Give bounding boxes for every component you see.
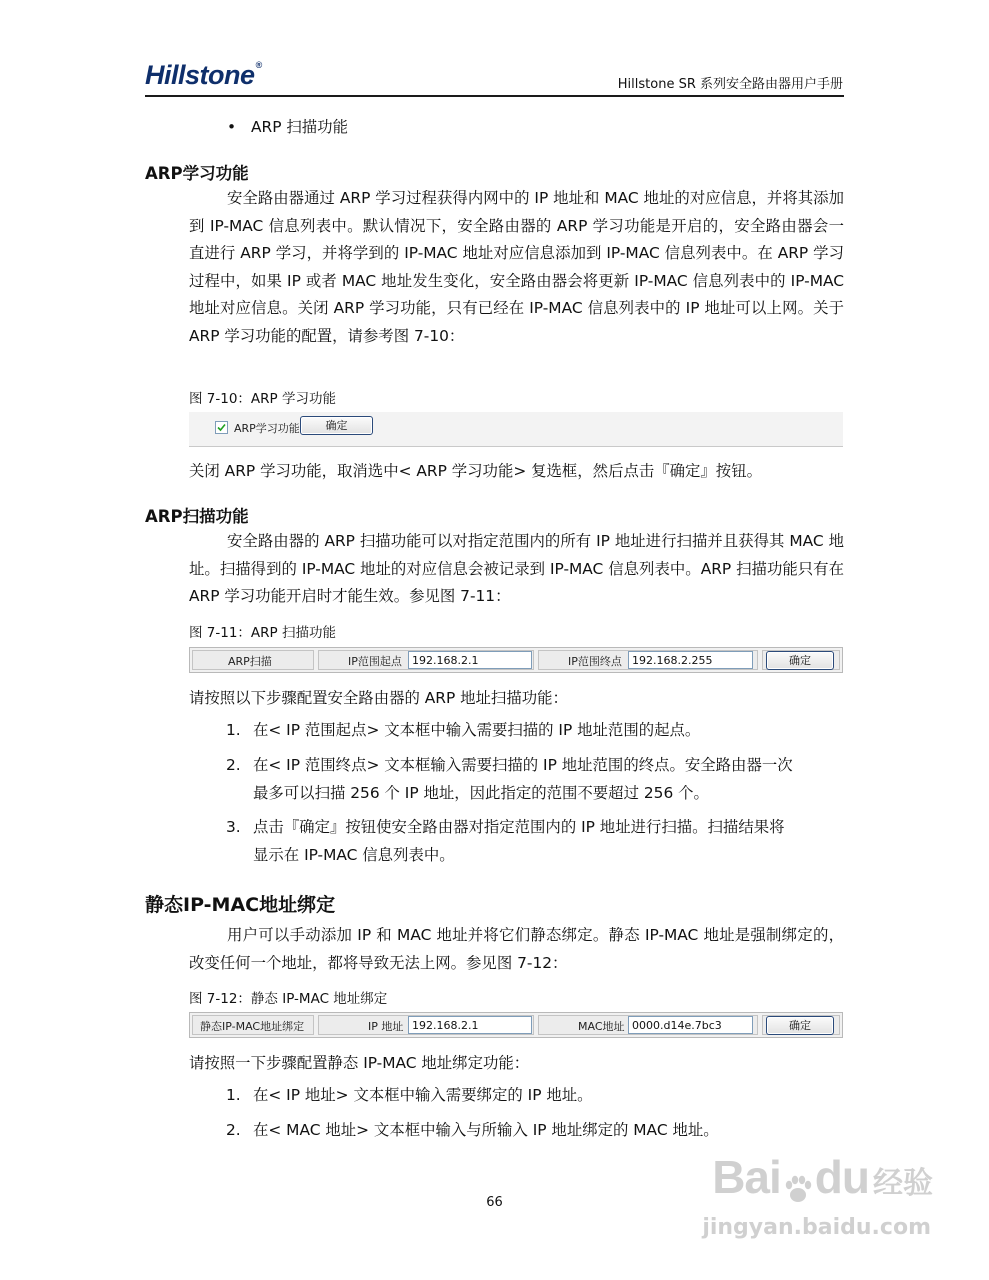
arp-scan-step-3: 3. 点击『确定』按钮使安全路由器对指定范围内的 IP 地址进行扫描。扫描结果将 显示在 IP-MAC 信息列表中。 <box>226 818 785 864</box>
heading-arp-scan: ARP扫描功能 <box>145 507 249 526</box>
arp-scan-step-2: 2. 在< IP 范围终点> 文本框输入需要扫描的 IP 地址范围的终点。安全路由器一次 最多可以扫描 256 个 IP 地址，因此指定的范围不要超过 256 个。 <box>226 756 793 802</box>
ip-range-end-input[interactable]: 192.168.2.255 <box>628 651 753 669</box>
static-binding-name: 静态IP-MAC地址绑定 <box>200 1020 305 1033</box>
static-binding-panel <box>189 1012 843 1038</box>
heading-static-ip-mac: 静态IP-MAC地址绑定 <box>145 894 336 916</box>
checkmark-icon <box>216 422 227 433</box>
para-arp-learn: 安全路由器通过 ARP 学习过程获得内网中的 IP 地址和 MAC 地址的对应信息，并将其添加到 IP-MAC 信息列表中。默认情况下，安全路由器的 ARP 学习功能是开启的，安全路由器会一直进行 ARP 学习，并将学到的 IP-MAC 地址对应信息添加到 IP-MAC 信息列表中。在 ARP 学习过程中，如果 IP 或者 MAC 地址发生变化，安全路由器会将更新 IP-MAC 信息列表中的 IP-MAC 地址对应信息。关闭 ARP 学习功能，只有已经在 IP-MAC 信息列表中的 IP 地址可以上网。关于 ARP 学习功能的配置，请参考图 7-10： <box>189 189 844 345</box>
paw-icon <box>781 1172 815 1206</box>
para-arp-learn-disable: 关闭 ARP 学习功能，取消选中< ARP 学习功能> 复选框，然后点击『确定』按钮。 <box>189 462 762 480</box>
arp-scan-name: ARP扫描 <box>228 655 272 668</box>
arp-scan-panel <box>189 647 843 673</box>
arp-scan-steps-intro: 请按照以下步骤配置安全路由器的 ARP 地址扫描功能： <box>189 689 568 707</box>
arp-learn-checkbox-label: ARP学习功能 <box>234 422 300 435</box>
figure-caption-7-12: 图 7-12：静态 IP-MAC 地址绑定 <box>189 991 388 1007</box>
arp-learn-checkbox[interactable] <box>215 421 228 434</box>
hillstone-logo: Hillstone® <box>145 60 262 90</box>
arp-learn-ok-button[interactable]: 确定 <box>300 416 373 435</box>
ip-address-input[interactable]: 192.168.2.1 <box>408 1016 532 1034</box>
static-binding-ok-button[interactable]: 确定 <box>766 1016 834 1035</box>
mac-address-input[interactable]: 0000.d14e.7bc3 <box>628 1016 753 1034</box>
ip-range-start-input[interactable]: 192.168.2.1 <box>408 651 532 669</box>
ip-address-label: IP 地址 <box>368 1020 404 1033</box>
static-step-2: 2. 在< MAC 地址> 文本框中输入与所输入 IP 地址绑定的 MAC 地址。 <box>226 1121 719 1139</box>
header-rule <box>145 95 844 97</box>
para-static-ip-mac: 用户可以手动添加 IP 和 MAC 地址并将它们静态绑定。静态 IP-MAC 地址是强制绑定的，改变任何一个地址，都将导致无法上网。参见图 7-12： <box>189 926 844 972</box>
arp-learn-panel <box>189 412 843 447</box>
ip-range-start-label: IP范围起点 <box>348 655 402 668</box>
header-title: Hillstone SR 系列安全路由器用户手册 <box>617 77 843 92</box>
baidu-watermark: Bai du 经验 <box>712 1150 933 1206</box>
watermark-url: jingyan.baidu.com <box>702 1215 931 1240</box>
arp-scan-step-1: 1. 在< IP 范围起点> 文本框中输入需要扫描的 IP 地址范围的起点。 <box>226 721 701 739</box>
static-step-1: 1. 在< IP 地址> 文本框中输入需要绑定的 IP 地址。 <box>226 1086 593 1104</box>
ip-range-end-label: IP范围终点 <box>568 655 622 668</box>
bullet-item: • ARP 扫描功能 <box>227 118 348 136</box>
heading-arp-learn: ARP学习功能 <box>145 164 249 183</box>
arp-scan-ok-button[interactable]: 确定 <box>766 651 834 670</box>
para-arp-scan: 安全路由器的 ARP 扫描功能可以对指定范围内的所有 IP 地址进行扫描并且获得其 MAC 地址。扫描得到的 IP-MAC 地址的对应信息会被记录到 IP-MAC 信息列表中。ARP 扫描功能只有在 ARP 学习功能开启时才能生效。参见图 7-11： <box>189 532 844 605</box>
figure-caption-7-10: 图 7-10：ARP 学习功能 <box>189 391 336 407</box>
page-number: 66 <box>486 1195 503 1210</box>
figure-caption-7-11: 图 7-11：ARP 扫描功能 <box>189 625 336 641</box>
mac-address-label: MAC地址 <box>578 1020 625 1033</box>
static-steps-intro: 请按照一下步骤配置静态 IP-MAC 地址绑定功能： <box>189 1054 530 1072</box>
